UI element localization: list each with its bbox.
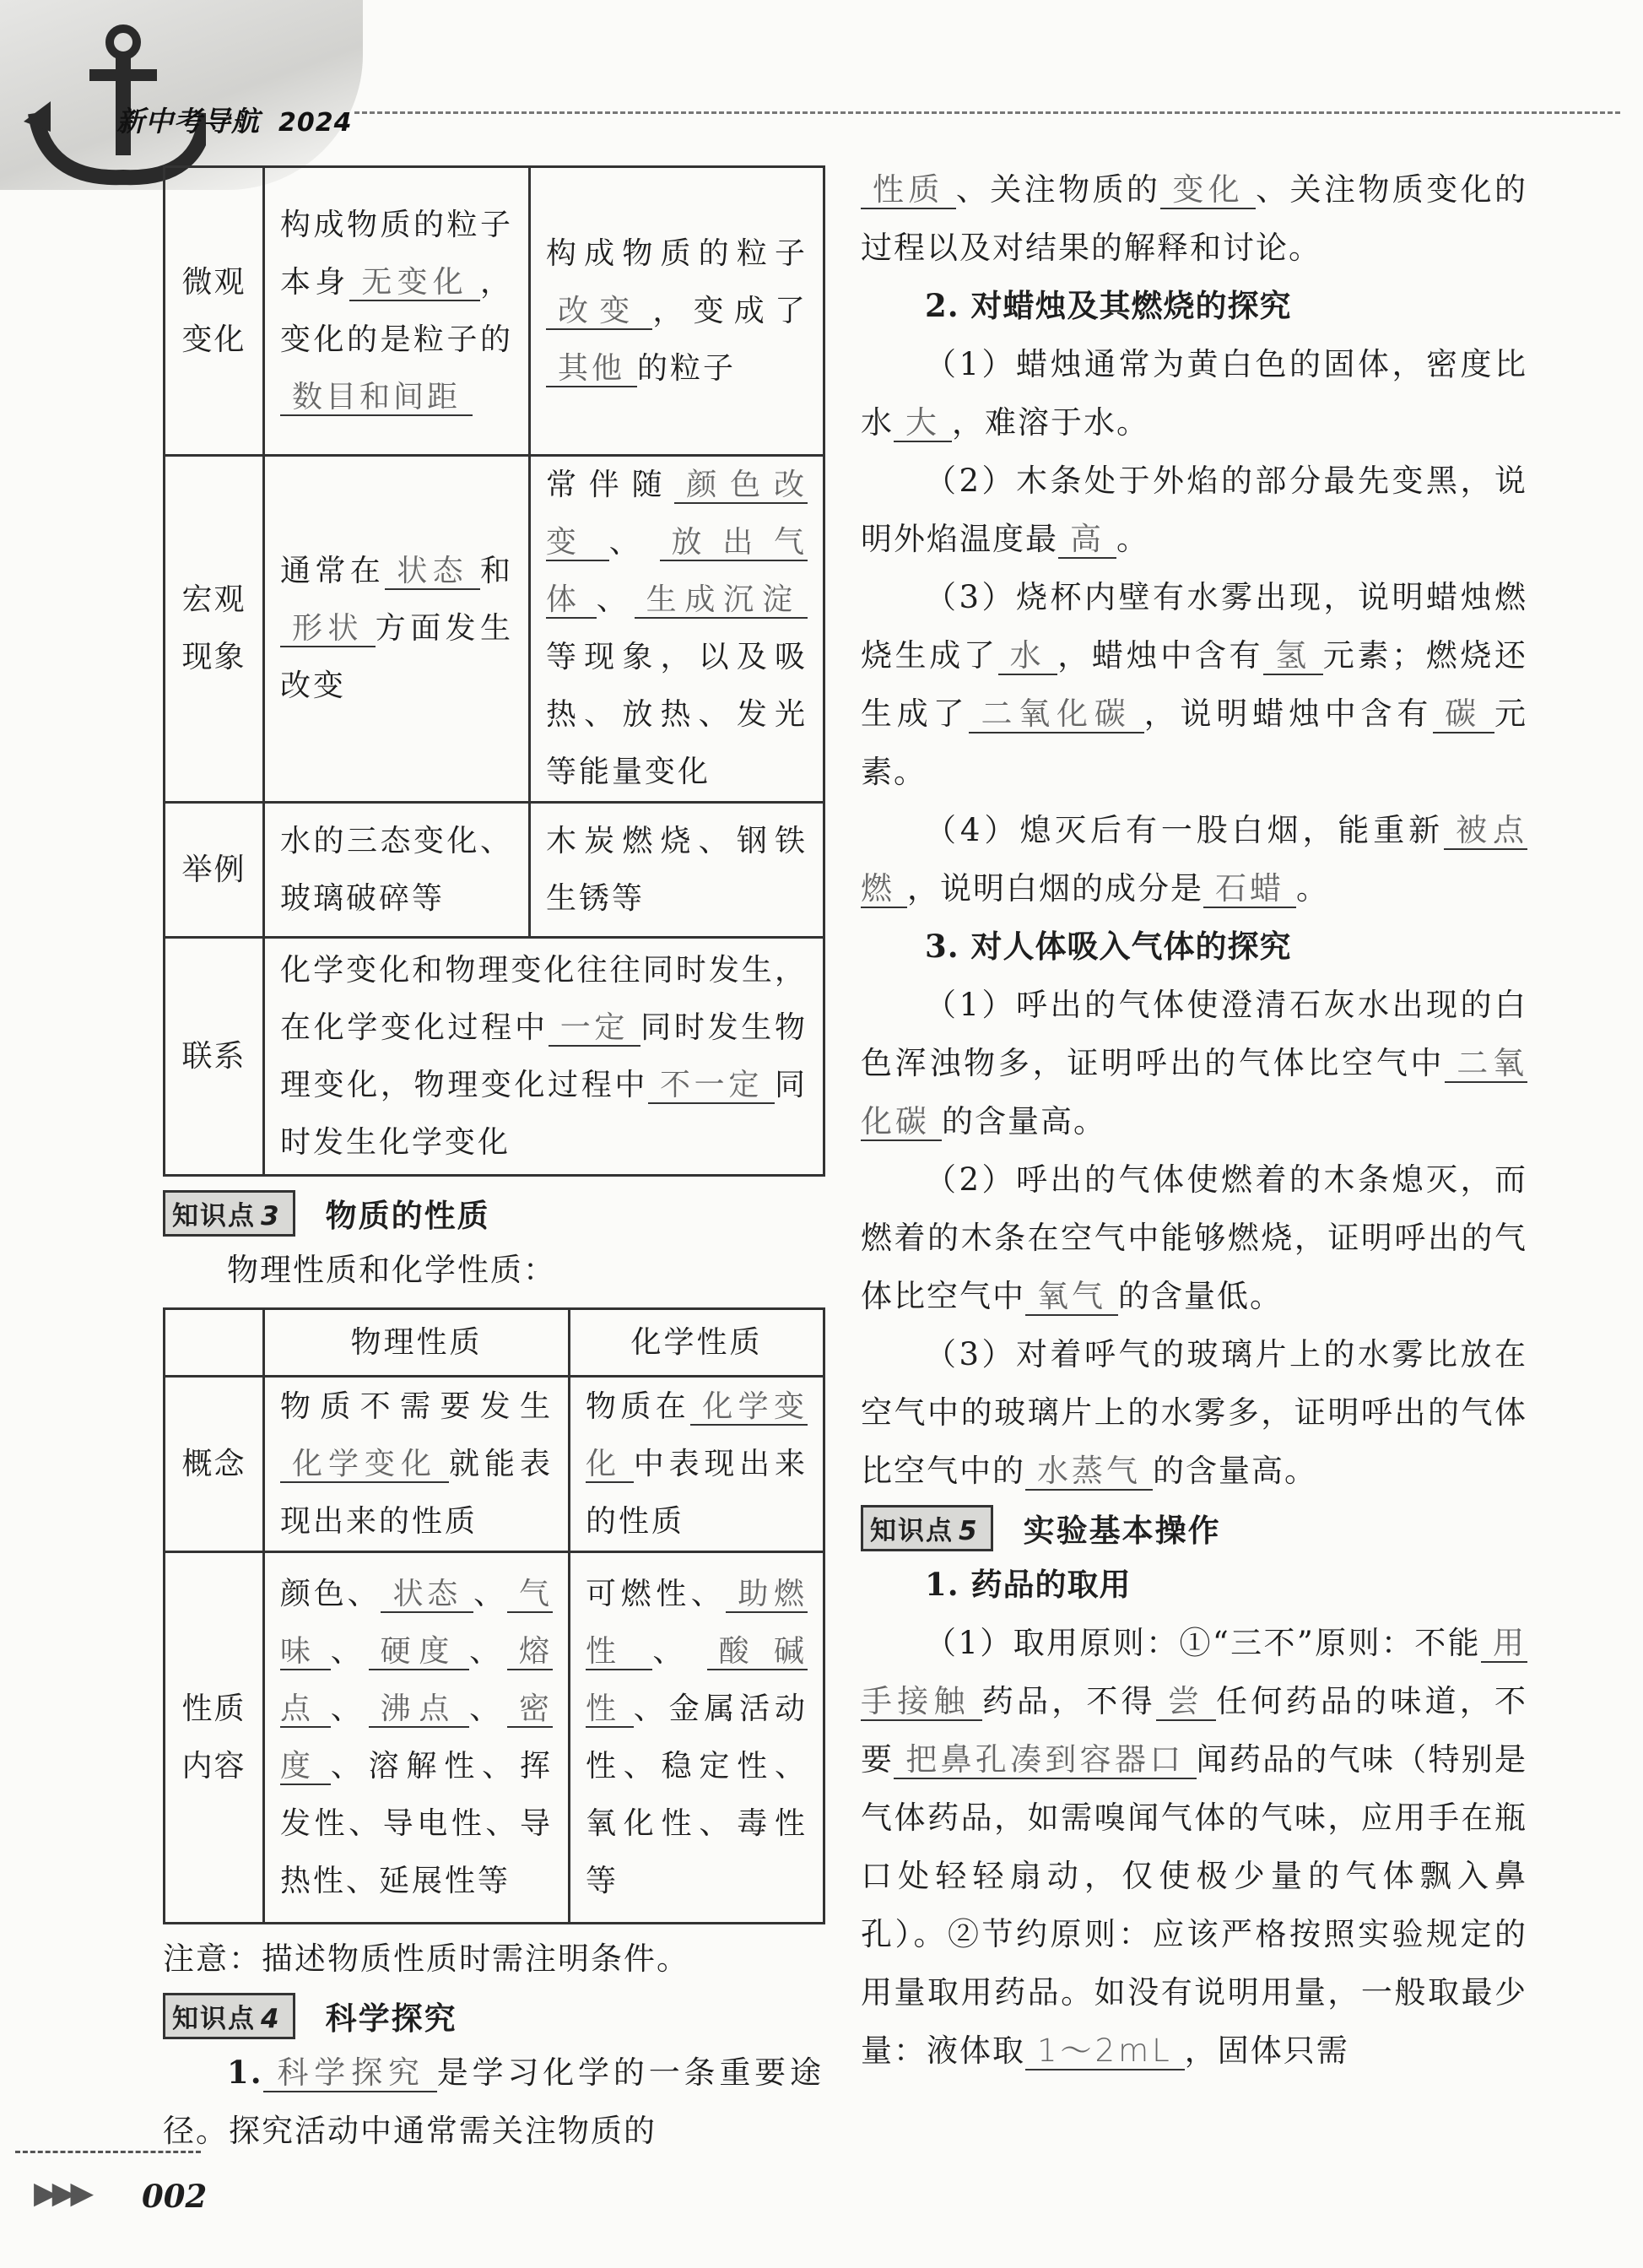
change-comparison-table [163, 165, 825, 1177]
table-header-row [165, 1309, 824, 1377]
section-badge: 知识点 4 [163, 1993, 295, 2039]
k3-note: 注意：描述物质性质时需注明条件。 [163, 1941, 689, 1977]
candle-c1: （1）蜡烛通常为黄白色的固体，密度比水 大 ，难溶于水。 [861, 346, 1527, 441]
chem-cell: 物质在 化学变化 中表现出来的性质 [570, 1377, 824, 1552]
footer-divider [15, 2151, 201, 2153]
answer-blank: 气味 [280, 1576, 553, 1669]
chem-cell: 构成物质的粒子改变 ，变成了其他 的粒子 [530, 167, 824, 456]
table-row [165, 803, 824, 938]
k4-item1-start: 1. 科学探究 是学习化学的一条重要途径。探究活动中通常需关注物质的 [163, 2054, 824, 2149]
phys-cell: 物质不需要发生化学变化 就能表现出来的性质 [264, 1377, 570, 1552]
answer-blank: 碳 [1433, 696, 1494, 733]
breath-h2: （2）呼出的气体使燃着的木条熄灭，而燃着的木条在空气中能够燃烧，证明呼出的气体比空气中 氧气 的含量低。 [861, 1161, 1527, 1314]
relation-cell: 化学变化和物理变化往往同时发生，在化学变化过程中 一定 同时发生物理变化，物理变化过程中 不一定 同时发生化学变化 [264, 938, 824, 1176]
answer-blank: 形状 [280, 611, 376, 647]
header-chem: 化学性质 [570, 1309, 824, 1377]
table-row [165, 167, 824, 456]
answer-blank: 硬度 [369, 1634, 470, 1670]
row-label: 概念 [165, 1377, 264, 1552]
k4-item2-head: 2. 对蜡烛及其燃烧的探究 [925, 287, 1292, 324]
answer-blank: 状态 [385, 554, 480, 590]
k5-item1-head: 1. 药品的取用 [925, 1566, 1132, 1603]
answer-blank: 沸点 [369, 1692, 470, 1728]
answer-blank: 一定 [549, 1010, 640, 1047]
answer-blank: 氢 [1263, 637, 1323, 675]
answer-blank: 状态 [381, 1577, 473, 1613]
table-row [165, 1552, 824, 1924]
row-label: 性质内容 [165, 1552, 264, 1924]
answer-blank: 无变化 [349, 265, 480, 301]
table-row [165, 456, 824, 803]
section-name: 物质的性质 [325, 1198, 490, 1234]
row-label: 宏观现象 [165, 456, 264, 803]
answer-blank: 石蜡 [1203, 870, 1296, 908]
section-title-k3 [163, 1185, 823, 1241]
answer-blank: 不一定 [648, 1068, 775, 1104]
candle-c2: （2）木条处于外焰的部分最先变黑，说明外焰温度最 高 。 [861, 463, 1527, 557]
brand-title [116, 100, 353, 139]
page-number: 002 [142, 2178, 208, 2215]
k4-item3-head: 3. 对人体吸入气体的探究 [925, 928, 1292, 965]
header-divider [354, 111, 1620, 114]
answer-blank: 大 [894, 404, 952, 442]
answer-blank: 生成沉淀 [635, 582, 808, 619]
answer-blank: 变化 [1160, 171, 1256, 209]
table-row [165, 938, 824, 1176]
k5-rules: （1）取用原则：①“三不”原则：不能 用手接触 药品，不得 尝 任何药品的味道，不要 把鼻孔凑到容器口 闻药品的气味（特别是气体药品，如需嗅闻气体的气味，应用手在瓶口处轻轻扇动，仅使极少量的气体飘入鼻孔）。②节约原则：应该严格按照实验规定的用量取用药品。如没有说明用量，一般取最少量：液体取 1～2mL ，固体只需 [861, 1625, 1528, 2069]
answer-blank: 科学探究 [263, 2054, 437, 2092]
section-title-k4 [163, 1988, 823, 2043]
answer-blank: 1～2mL [1025, 2033, 1185, 2070]
k3-intro: 物理性质和化学性质： [227, 1252, 556, 1288]
answer-blank: 化学变化 [280, 1447, 449, 1483]
phys-cell: 颜色、 状态 、 气味 、 硬度 、 熔点 、 沸点 、 密度 、溶解性、挥发性、导电性、导热性、延展性等 [264, 1552, 570, 1924]
phys-cell: 水的三态变化、玻璃破碎等 [264, 803, 530, 938]
row-label: 举例 [165, 803, 264, 938]
section-badge: 知识点 5 [861, 1505, 993, 1551]
answer-blank: 尝 [1156, 1683, 1216, 1721]
answer-blank: 改变 [546, 294, 652, 330]
breath-h1: （1）呼出的气体使澄清石灰水出现的白色浑浊物多，证明呼出的气体比空气中 二氧化碳 的含量高。 [861, 987, 1528, 1139]
answer-blank: 氧气 [1025, 1278, 1118, 1316]
section-name: 实验基本操作 [1023, 1513, 1221, 1549]
section-title-k5 [861, 1500, 1527, 1556]
left-column [163, 165, 823, 2160]
brand-name: 新中考导航 [116, 105, 260, 138]
right-column [861, 160, 1527, 2080]
chem-cell: 木炭燃烧、钢铁生锈等 [530, 803, 824, 938]
brand-year: 2024 [278, 108, 353, 138]
section-name: 科学探究 [325, 2000, 457, 2037]
answer-blank: 数目和间距 [280, 380, 473, 416]
answer-blank: 放出气体 [546, 525, 808, 617]
candle-c4: （4）熄灭后有一股白烟，能重新 被点燃 ，说明白烟的成分是 石蜡 。 [861, 812, 1527, 907]
property-table [163, 1307, 825, 1924]
phys-cell: 通常在 状态 和形状 方面发生改变 [264, 456, 530, 803]
answer-blank: 被点燃 [861, 812, 1527, 907]
answer-blank: 化学变化 [586, 1388, 808, 1481]
arrow-icon: ▶▶▶ [34, 2176, 89, 2211]
answer-blank: 熔点 [280, 1633, 553, 1726]
answer-blank: 酸碱性 [586, 1633, 808, 1726]
answer-blank: 二氧化碳 [969, 696, 1143, 733]
section-badge: 知识点 3 [163, 1190, 295, 1237]
answer-blank: 性质 [861, 171, 956, 209]
row-label: 微观变化 [165, 167, 264, 456]
answer-blank: 用手接触 [861, 1625, 1527, 1719]
answer-blank: 水 [998, 637, 1058, 675]
answer-blank: 其他 [546, 351, 637, 387]
answer-blank: 水蒸气 [1025, 1453, 1153, 1491]
chem-cell: 常伴随 颜色改变 、 放出气体 、 生成沉淀等现象，以及吸热、放热、发光等能量变化 [530, 456, 824, 803]
table-row [165, 1377, 824, 1552]
breath-h3: （3）对着呼气的玻璃片上的水雾比放在空气中的玻璃片上的水雾多，证明呼出的气体比空气中的 水蒸气 的含量高。 [861, 1336, 1527, 1489]
blank-header [165, 1309, 264, 1377]
candle-c3: （3）烧杯内壁有水雾出现，说明蜡烛燃烧生成了 水 ，蜡烛中含有 氢 元素；燃烧还生成了 二氧化碳 ，说明蜡烛中含有 碳 元素。 [861, 579, 1528, 790]
k4-item1-cont: 性质 、关注物质的 变化 、关注物质变化的过程以及对结果的解释和讨论。 [861, 171, 1528, 266]
phys-cell: 构成物质的粒子本身 无变化 ，变化的是粒子的数目和间距 [264, 167, 530, 456]
row-label: 联系 [165, 938, 264, 1176]
answer-blank: 高 [1058, 521, 1116, 559]
answer-blank: 颜色改变 [546, 468, 808, 560]
answer-blank: 二氧化碳 [861, 1045, 1528, 1139]
answer-blank: 把鼻孔凑到容器口 [894, 1741, 1196, 1779]
answer-blank: 助燃性 [586, 1576, 808, 1669]
header-phys: 物理性质 [264, 1309, 570, 1377]
chem-cell: 可燃性、 助燃性 、 酸碱性 、金属活动性、稳定性、氧化性、毒性等 [570, 1552, 824, 1924]
answer-blank: 密度 [280, 1691, 553, 1784]
